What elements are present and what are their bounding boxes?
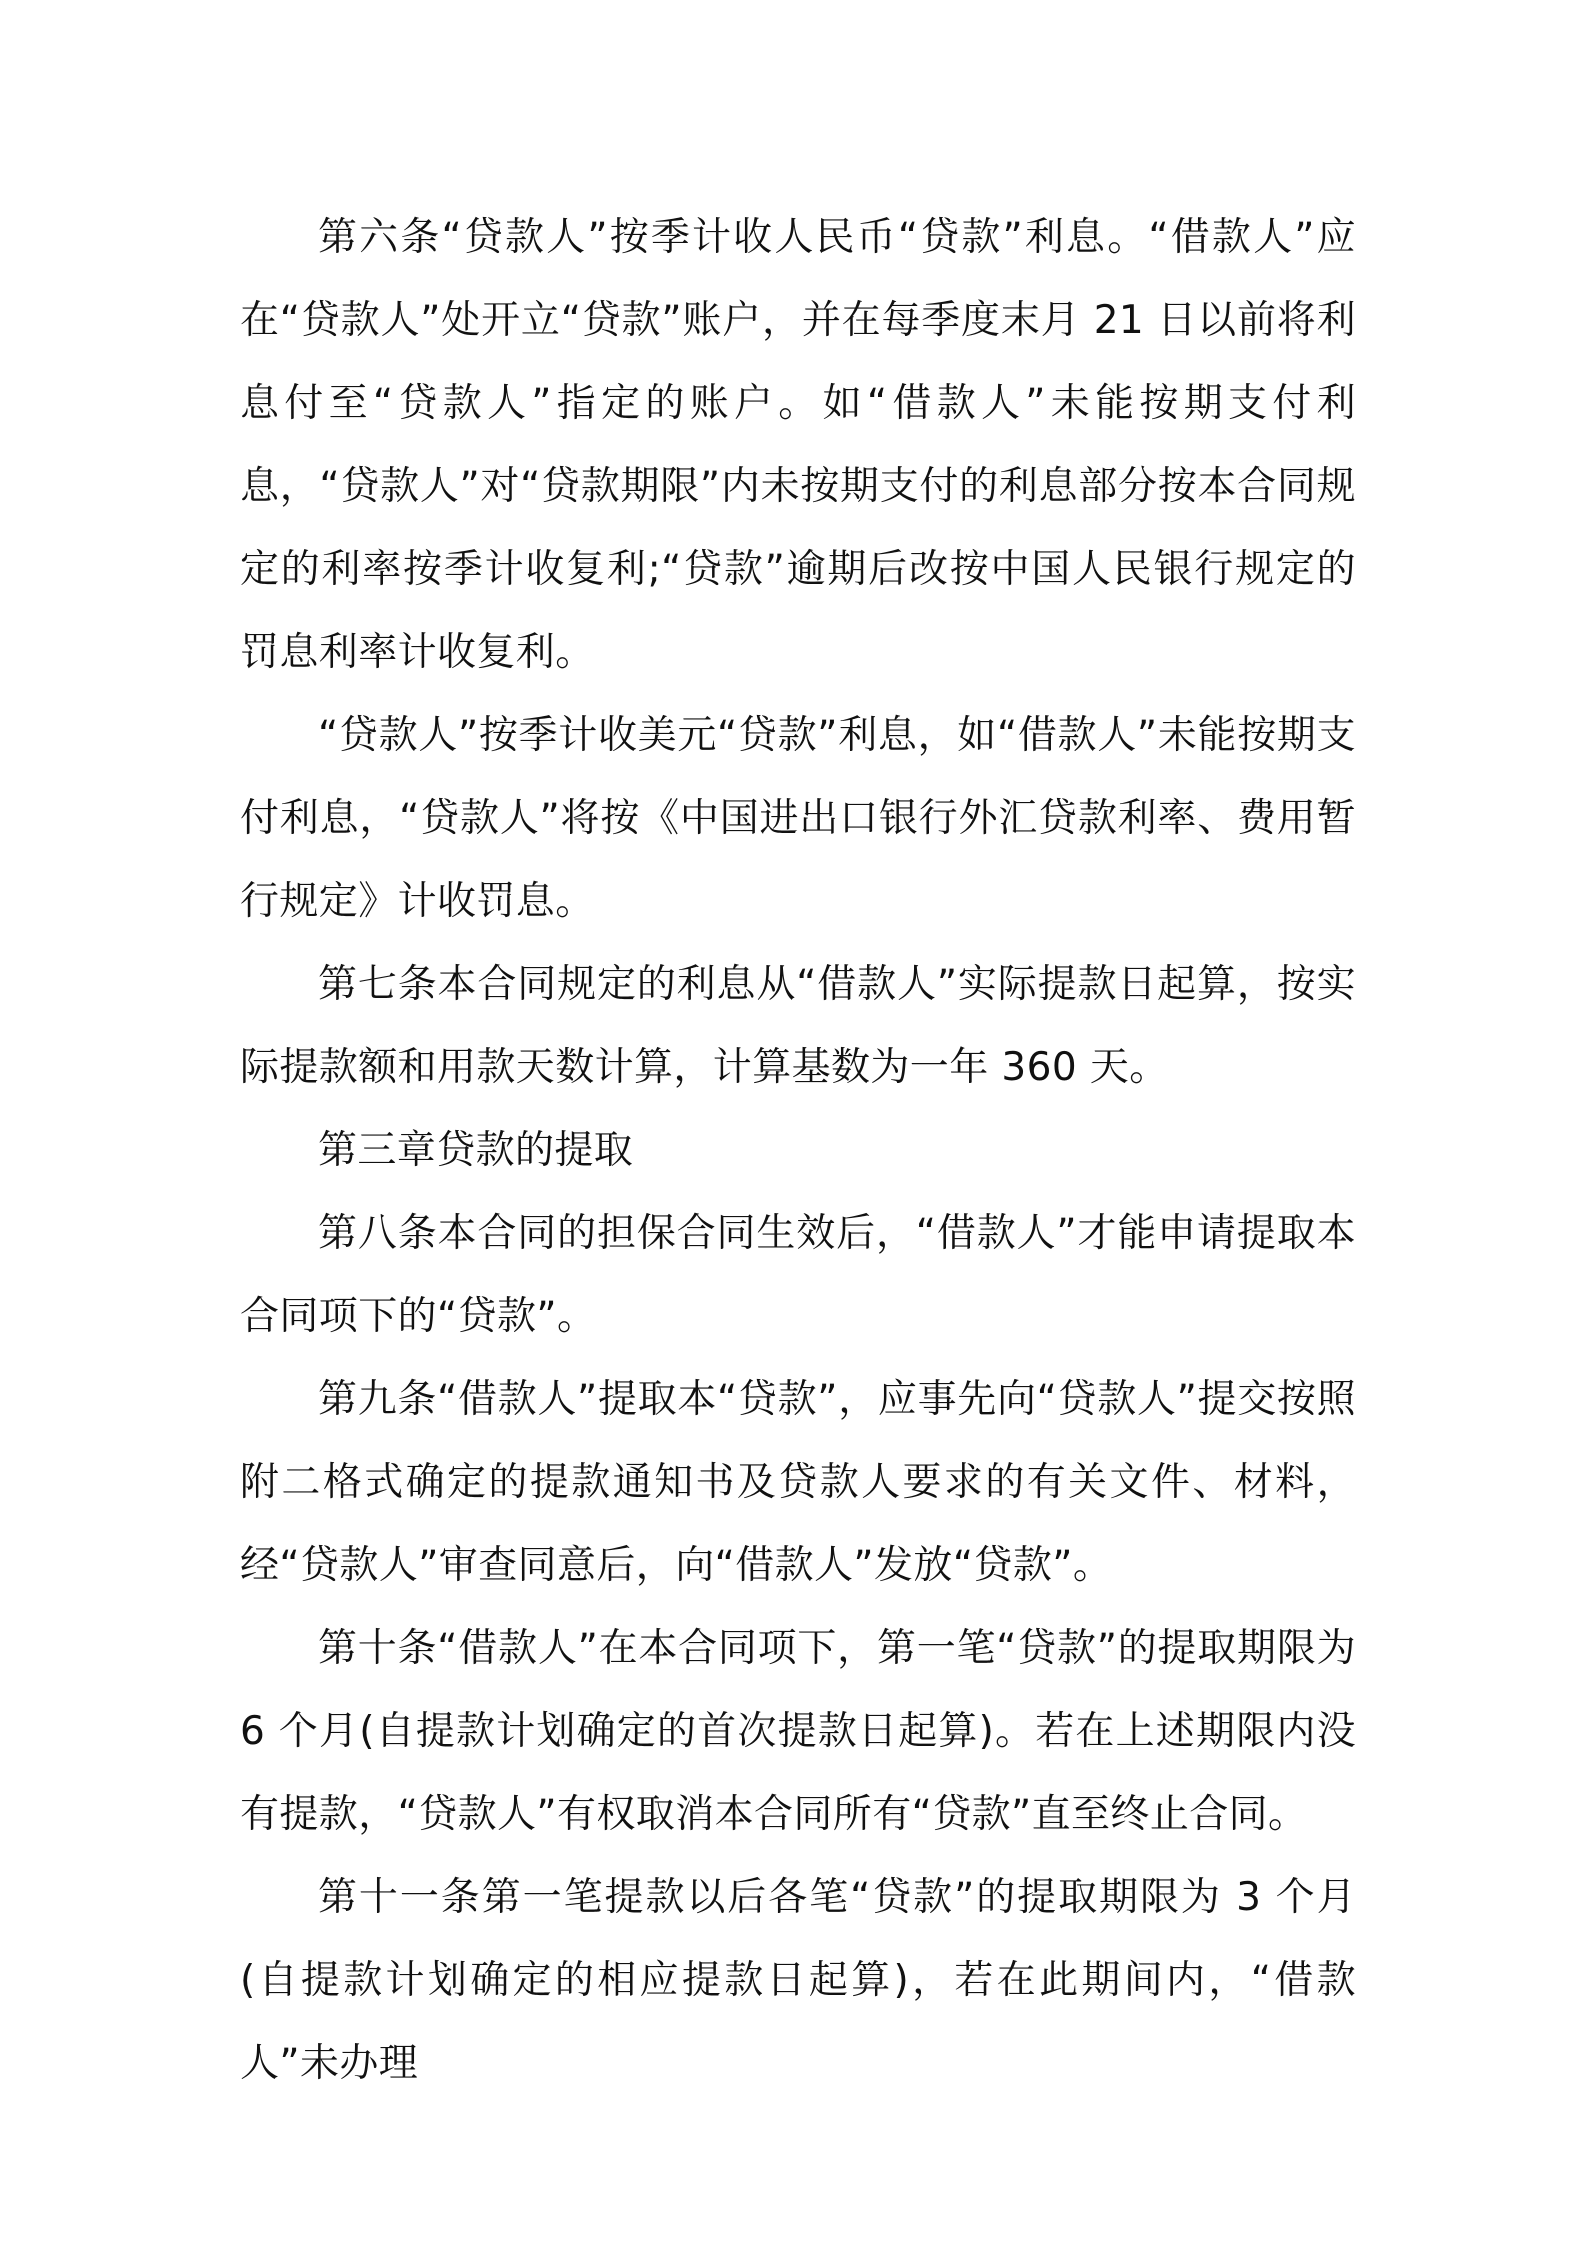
paragraph-usd-interest: “贷款人”按季计收美元“贷款”利息，如“借款人”未能按期支付利息，“贷款人”将按《中国进出口银行外汇贷款利率、费用暂行规定》计收罚息。 bbox=[240, 713, 1356, 924]
document-body bbox=[240, 196, 1356, 2105]
paragraph-article-8: 第八条本合同的担保合同生效后，“借款人”才能申请提取本合同项下的“贷款”。 bbox=[240, 1211, 1356, 1339]
chapter-heading: 第三章贷款的提取 bbox=[318, 1128, 634, 1173]
paragraph-article-11: 第十一条第一笔提款以后各笔“贷款”的提取期限为 3 个月(自提款计划确定的相应提款日起算)，若在此期间内，“借款人”未办理 bbox=[240, 1875, 1356, 2086]
paragraph-article-9: 第九条“借款人”提取本“贷款”，应事先向“贷款人”提交按照附二格式确定的提款通知书及贷款人要求的有关文件、材料，经“贷款人”审查同意后，向“借款人”发放“贷款”。 bbox=[240, 1377, 1356, 1588]
paragraph-article-6: 第六条“贷款人”按季计收人民币“贷款”利息。“借款人”应在“贷款人”处开立“贷款”账户，并在每季度末月 21 日以前将利息付至“贷款人”指定的账户。如“借款人”未能按期支付利息，“贷款人”对“贷款期限”内未按期支付的利息部分按本合同规定的利率按季计收复利;“贷款”逾期后改按中国人民银行规定的罚息利率计收复利。 bbox=[240, 215, 1356, 675]
paragraph-article-7: 第七条本合同规定的利息从“借款人”实际提款日起算，按实际提款额和用款天数计算，计算基数为一年 360 天。 bbox=[240, 962, 1356, 1090]
paragraph-article-10: 第十条“借款人”在本合同项下，第一笔“贷款”的提取期限为 6 个月(自提款计划确定的首次提款日起算)。若在上述期限内没有提款，“贷款人”有权取消本合同所有“贷款”直至终止合同。 bbox=[240, 1626, 1356, 1837]
